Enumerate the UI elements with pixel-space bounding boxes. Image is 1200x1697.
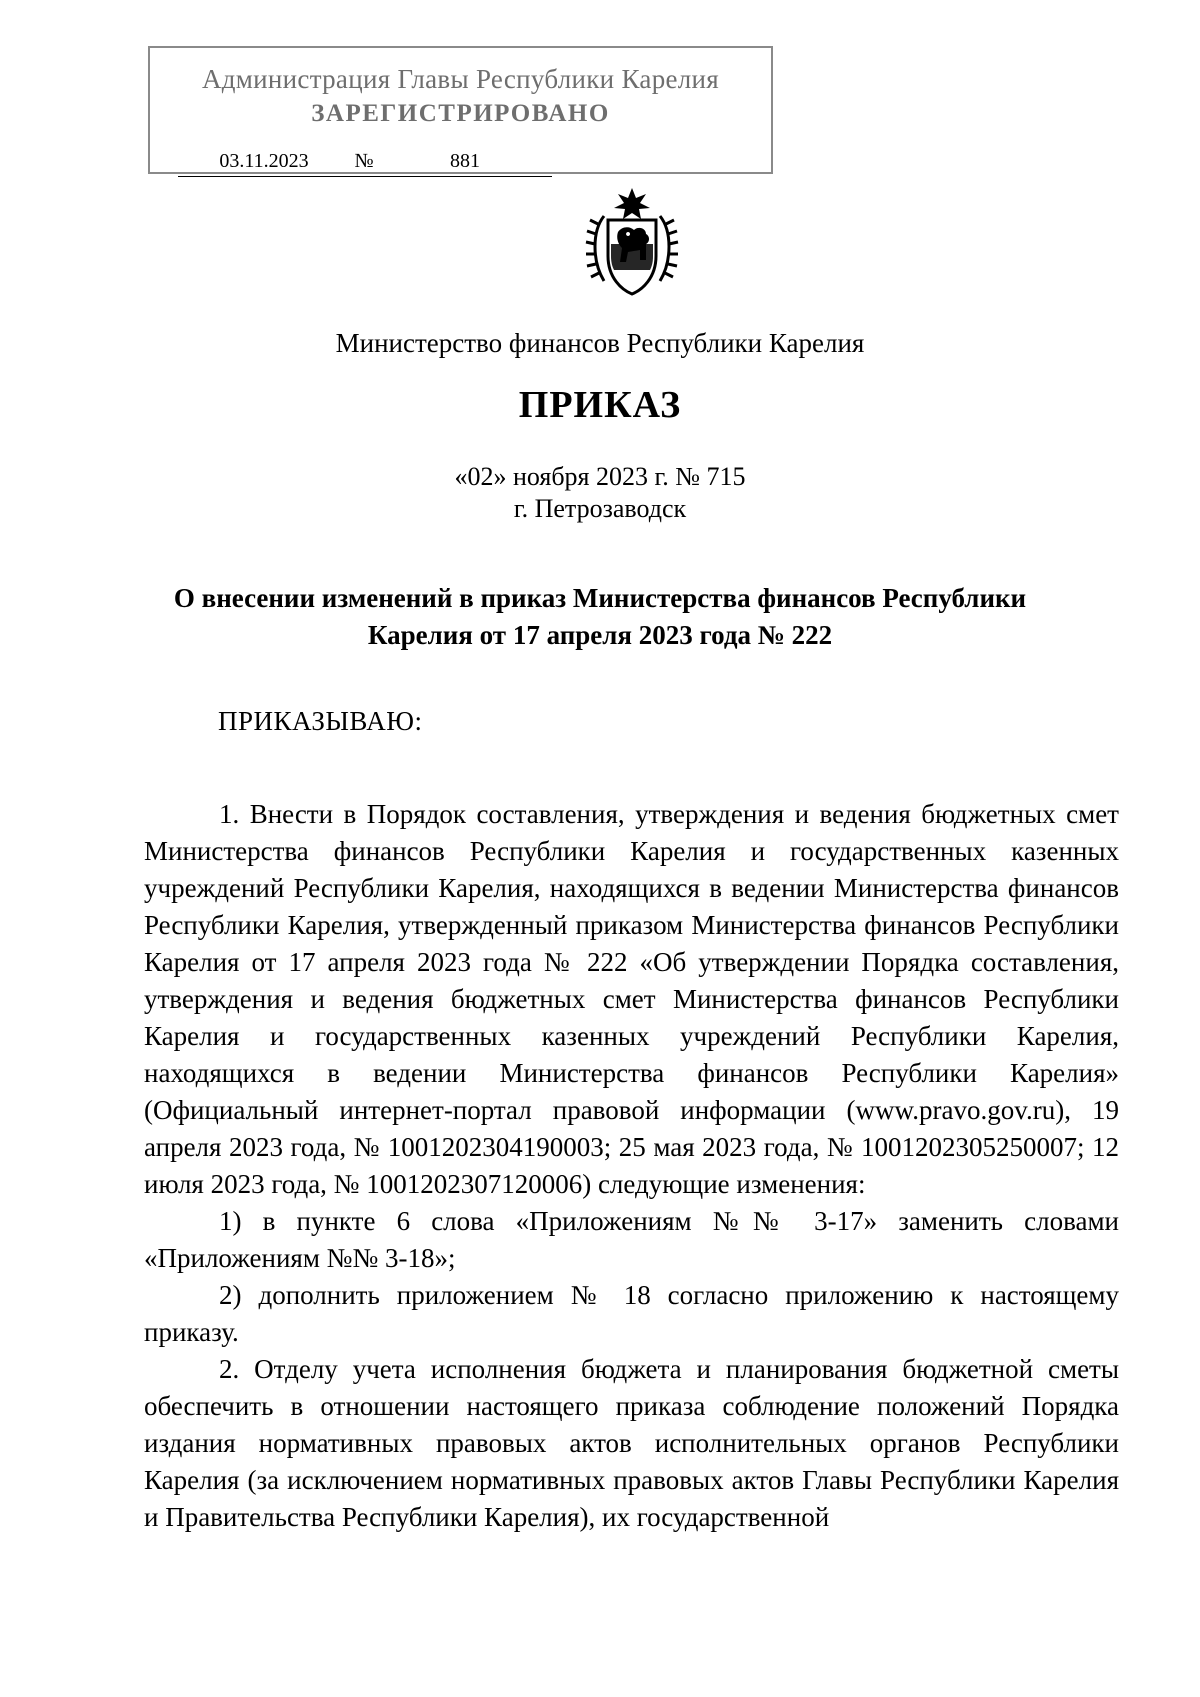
- subject-line: Карелия от 17 апреля 2023 года № 222: [367, 620, 833, 650]
- coat-of-arms-emblem: [584, 186, 680, 298]
- body-paragraph: 1. Внести в Порядок составления, утверждения и ведения бюджетных смет Министерства финансов Республики Карелия и государственных казенных учреждений Республики Карелия, находящихся в ведении Министерства финансов Республики Карелия, утвержденный приказом Министерства финансов Республики Карелия от 17 апреля 2023 года № 222 «Об утверждении Порядка составления, утверждения и ведения бюджетных смет Министерства финансов Республики Карелия и государственных казенных учреждений Республики Карелия, находящихся в ведении Министерства финансов Республики Карелия» (Официальный интернет-портал правовой информации (www.pravo.gov.ru), 19 апреля 2023 года, № 1001202304190003; 25 мая 2023 года, № 1001202305250007; 12 июля 2023 года, № 1001202307120006) следующие изменения:: [144, 799, 1119, 1199]
- body-paragraph: 2. Отделу учета исполнения бюджета и планирования бюджетной сметы обеспечить в отношении настоящего приказа соблюдение положений Порядка издания нормативных правовых актов исполнительных органов Республики Карелия (за исключением нормативных правовых актов Главы Республики Карелия и Правительства Республики Карелия), их государственной: [144, 1354, 1119, 1532]
- stamp-date: 03.11.2023: [178, 146, 350, 177]
- stamp-status: ЗАРЕГИСТРИРОВАНО: [311, 100, 610, 127]
- order-city: г. Петрозаводск: [513, 494, 687, 523]
- body-paragraph: 2) дополнить приложением № 18 согласно приложению к настоящему приказу.: [144, 1280, 1119, 1347]
- subject-line: О внесении изменений в приказ Министерства финансов Республики: [173, 583, 1027, 613]
- stamp-organization: Администрация Главы Республики Карелия: [201, 64, 720, 94]
- order-date-number: «02» ноября 2023 г. № 715: [454, 462, 746, 491]
- stamp-number: 881: [378, 146, 552, 177]
- registration-stamp: [148, 46, 773, 174]
- document-type: ПРИКАЗ: [518, 384, 682, 426]
- order-body: [144, 796, 1119, 1536]
- stamp-number-label: №: [350, 146, 378, 177]
- ministry-name: Министерство финансов Республики Карелия: [335, 328, 865, 358]
- body-paragraph: 1) в пункте 6 слова «Приложениям №№ 3-17» заменить словами «Приложениям №№ 3-18»;: [144, 1206, 1119, 1273]
- order-subject: [150, 580, 1050, 654]
- directive-heading: ПРИКАЗЫВАЮ:: [218, 706, 423, 736]
